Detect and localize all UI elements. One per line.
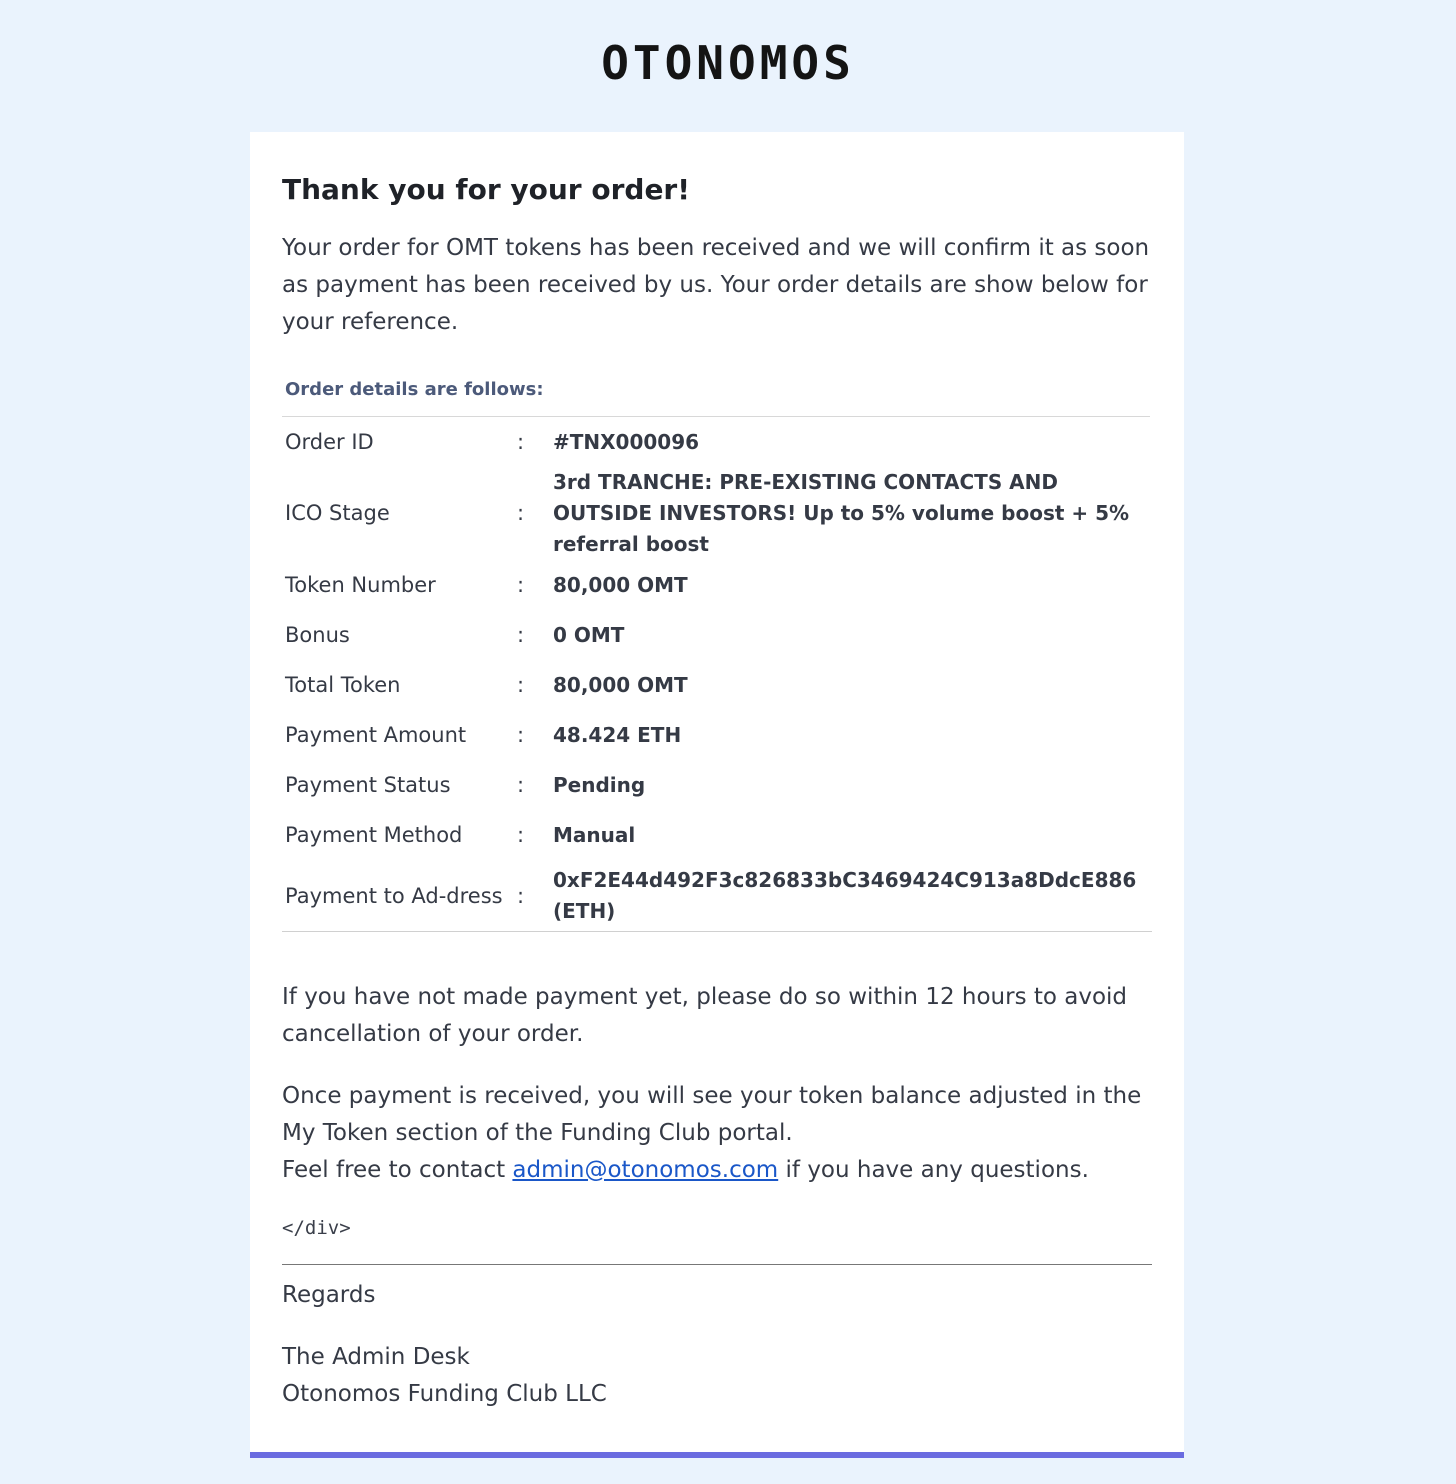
order-details-table bbox=[285, 417, 1151, 932]
email-title: Thank you for your order! bbox=[282, 173, 691, 206]
detail-value: Manual bbox=[553, 822, 636, 847]
detail-separator: : bbox=[517, 429, 525, 454]
detail-label: Token Number bbox=[285, 572, 436, 597]
detail-label: ICO Stage bbox=[285, 501, 390, 525]
detail-separator: : bbox=[517, 572, 525, 597]
signature-divider bbox=[282, 1264, 1152, 1265]
detail-value: 0xF2E44d492F3c826833bC3469424C913a8DdcE886 (ETH) bbox=[553, 868, 1137, 923]
detail-separator: : bbox=[517, 672, 525, 697]
detail-value: Pending bbox=[553, 772, 646, 797]
stray-markup-text: </div> bbox=[282, 1217, 351, 1239]
regards-text: Regards bbox=[282, 1282, 376, 1308]
otonomos-logo: OTONOMOS bbox=[601, 36, 855, 90]
detail-row-payment-method bbox=[285, 810, 1151, 860]
contact-suffix: if you have any questions. bbox=[778, 1157, 1089, 1183]
detail-row-payment-amount bbox=[285, 710, 1151, 760]
detail-value: 3rd TRANCHE: PRE-EXISTING CONTACTS AND OUTSIDE INVESTORS! Up to 5% volume boost + 5% referral boost bbox=[553, 470, 1130, 556]
detail-separator: : bbox=[517, 883, 525, 908]
signature-line-2: Otonomos Funding Club LLC bbox=[282, 1381, 607, 1407]
detail-row-total-token bbox=[285, 660, 1151, 710]
admin-email-link[interactable]: admin@otonomos.com bbox=[512, 1157, 779, 1183]
detail-value: #TNX000096 bbox=[553, 429, 700, 454]
detail-row-payment-address bbox=[285, 860, 1151, 932]
detail-value: 80,000 OMT bbox=[553, 572, 688, 597]
detail-row-order-id bbox=[285, 417, 1151, 467]
detail-label: Payment to Ad-dress bbox=[285, 883, 503, 908]
balance-notice-text: Once payment is received, you will see your token balance adjusted in the My Token section of the Funding Club portal. bbox=[282, 1083, 1142, 1146]
detail-value: 80,000 OMT bbox=[553, 672, 688, 697]
contact-prefix: Feel free to contact bbox=[282, 1157, 513, 1183]
detail-label: Order ID bbox=[285, 429, 374, 454]
detail-separator: : bbox=[517, 822, 525, 847]
detail-label: Payment Method bbox=[285, 822, 463, 847]
order-details-heading: Order details are follows: bbox=[285, 379, 544, 400]
detail-value: 48.424 ETH bbox=[553, 722, 682, 747]
detail-row-token-number bbox=[285, 560, 1151, 610]
email-card bbox=[250, 132, 1184, 1458]
detail-label: Total Token bbox=[285, 672, 401, 697]
detail-separator: : bbox=[517, 501, 525, 525]
detail-label: Payment Status bbox=[285, 772, 451, 797]
detail-row-bonus bbox=[285, 610, 1151, 660]
intro-paragraph: Your order for OMT tokens has been received and we will confirm it as soon as payment has been received by us. Your order details are show below for your reference. bbox=[282, 235, 1150, 335]
detail-separator: : bbox=[517, 622, 525, 647]
detail-label: Payment Amount bbox=[285, 722, 467, 747]
detail-row-ico-stage bbox=[285, 467, 1151, 560]
detail-value: 0 OMT bbox=[553, 622, 625, 647]
detail-row-payment-status bbox=[285, 760, 1151, 810]
detail-label: Bonus bbox=[285, 622, 350, 647]
balance-notice-paragraph bbox=[282, 1078, 1162, 1189]
details-bottom-divider bbox=[282, 931, 1152, 932]
detail-separator: : bbox=[517, 772, 525, 797]
signature-line-1: The Admin Desk bbox=[282, 1344, 470, 1370]
signature-block bbox=[282, 1339, 1152, 1413]
payment-notice-paragraph: If you have not made payment yet, please do so within 12 hours to avoid cancellation of your order. bbox=[282, 984, 1128, 1047]
detail-separator: : bbox=[517, 722, 525, 747]
